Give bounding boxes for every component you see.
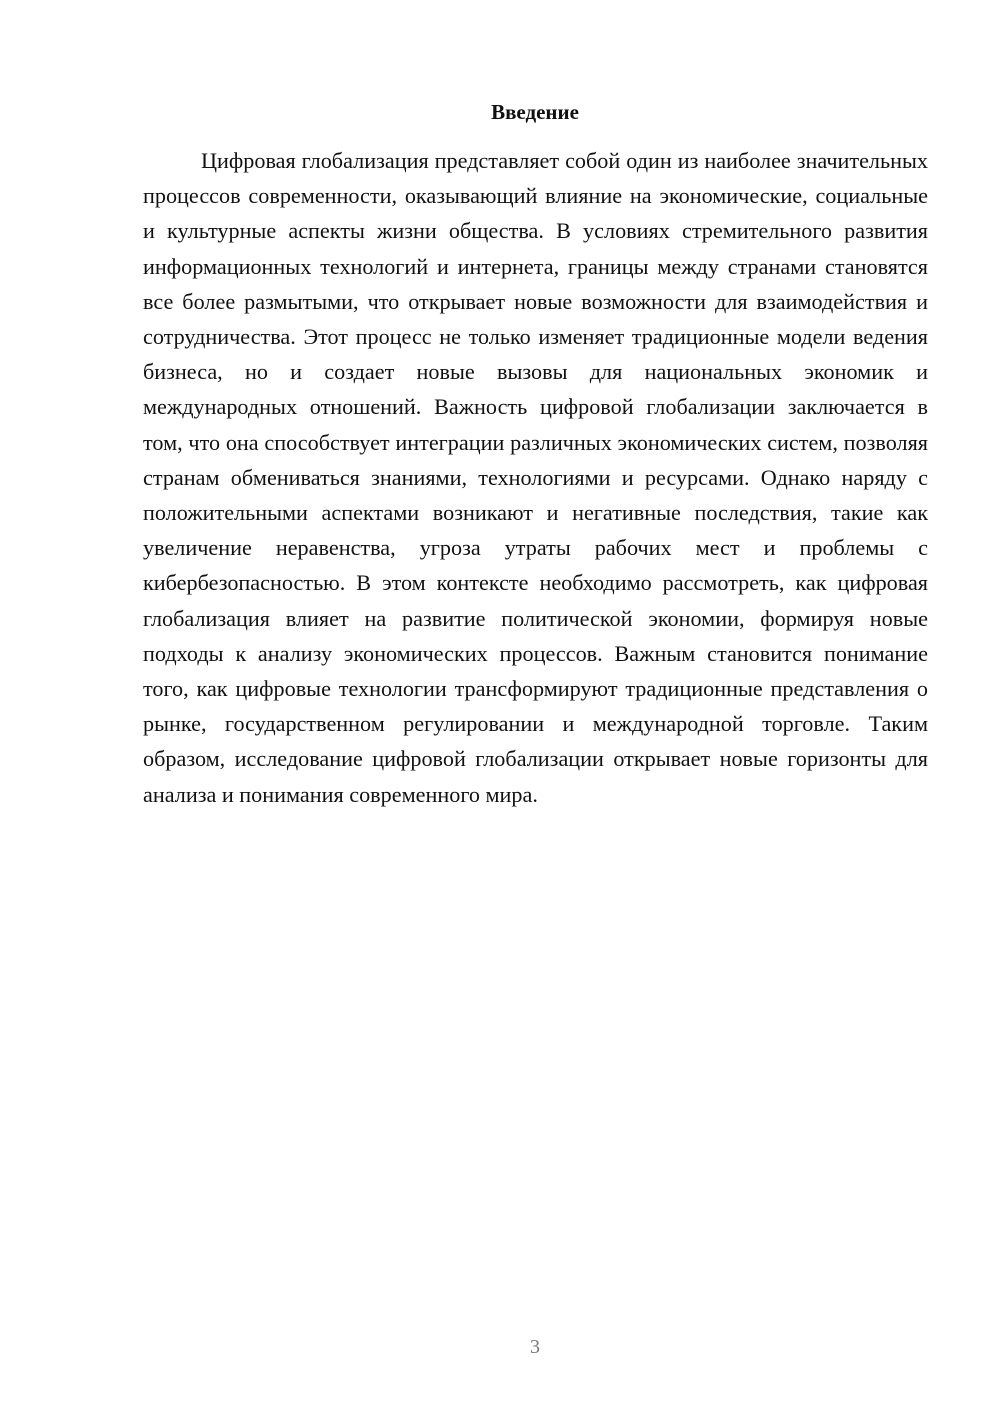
page-number: 3 bbox=[530, 1336, 540, 1358]
body-paragraph: Цифровая глобализация представляет собой один из наиболее значительных процессов современности, оказывающий влияние на экономические, социальные и культурные аспекты жизни общества. В условиях стремительного развития информационных технологий и интернета, границы между странами становятся все более размытыми, что открывает новые возможности для взаимодействия и сотрудничества. Этот процесс не только изменяет традиционные модели ведения бизнеса, но и создает новые вызовы для национальных экономик и международных отношений. Важность цифровой глобализации заключается в том, что она способствует интеграции различных экономических систем, позволяя странам обмениваться знаниями, технологиями и ресурсами. Однако наряду с положительными аспектами возникают и негативные последствия, такие как увеличение неравенства, угроза утраты рабочих мест и проблемы с кибербезопасностью. В этом контексте необходимо рассмотреть, как цифровая глобализация влияет на развитие политической экономии, формируя новые подходы к анализу экономических процессов. Важным становится понимание того, как цифровые технологии трансформируют традиционные представления о рынке, государственном регулировании и международной торговле. Таким образом, исследование цифровой глобализации открывает новые горизонты для анализа и понимания современного мира. bbox=[143, 148, 928, 807]
section-heading: Введение bbox=[491, 100, 579, 124]
